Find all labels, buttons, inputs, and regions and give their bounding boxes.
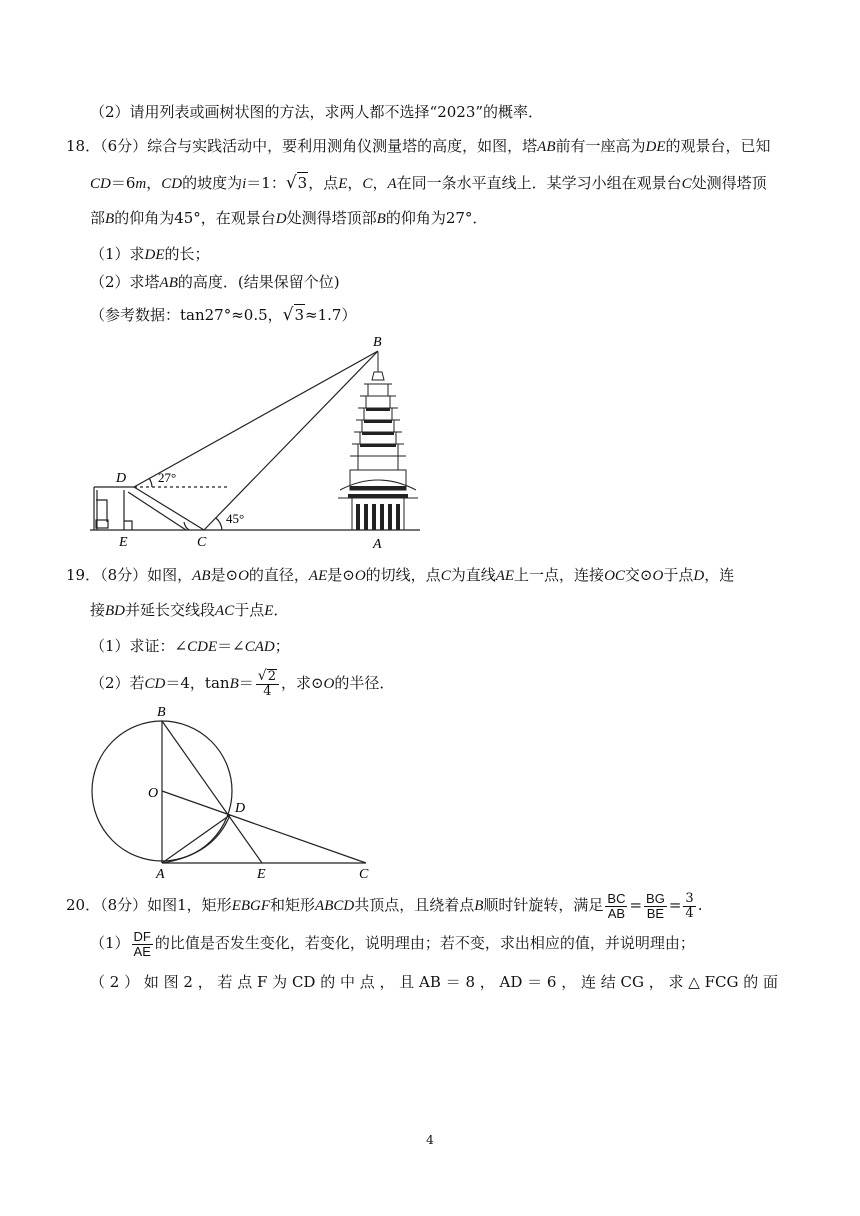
label-C: C: [197, 535, 207, 550]
label-A: A: [156, 867, 165, 882]
angle-27-label: 27°: [158, 470, 177, 485]
label-E: E: [257, 867, 266, 882]
q19-part1: （1）求证：∠CDE＝∠CAD；: [90, 637, 290, 655]
q18-line3: 部B的仰角为45°，在观景台D处测得塔顶部B的仰角为27°．: [90, 209, 488, 227]
q19-part2: （2）若CD＝4，tanB＝ $\frac{√2}{4}$ ，求⊙O的半径．: [90, 668, 395, 699]
label-A: A: [373, 537, 382, 550]
page-number: 4: [426, 1133, 434, 1147]
label-C: C: [359, 867, 369, 882]
angle-45-label: 45°: [226, 511, 245, 526]
label-B: B: [373, 335, 382, 350]
label-D: D: [235, 801, 246, 816]
label-D: D: [116, 471, 127, 486]
q18-tower-figure: [80, 330, 430, 550]
q18-part1: （1）求DE的长；: [90, 245, 210, 263]
q18-line2: CD＝6m，CD的坡度为i＝1：√3，点E，C，A在同一条水平直线上．某学习小组在观景台C处测得塔顶: [90, 173, 767, 193]
q20-part1: （1） $\frac{DF}{AE}$ 的比值是否发生变化，若变化，说明理由；若不变，求出相应的值，并说明理由；: [90, 928, 695, 959]
label-B: B: [157, 705, 166, 720]
label-O: O: [148, 786, 159, 801]
label-E: E: [119, 535, 128, 550]
q18-part2: （2）求塔AB的高度．(结果保留个位): [90, 273, 340, 291]
q19-line1: 19．（8分）如图，AB是⊙O的直径，AE是⊙O的切线，点C为直线AE上一点，连接OC交⊙O于点D，连: [66, 566, 735, 584]
q17-part2: （2）请用列表或画树状图的方法，求两人都不选择“2023”的概率．: [90, 103, 544, 121]
q18-reference: （参考数据：tan27°≈0.5，√3≈1.7）: [90, 305, 357, 325]
q20-line1: 20．（8分）如图1，矩形EBGF和矩形ABCD共顶点，且绕着点B顺时针旋转，满足 $\frac{BC}{AB}$ = $\frac{BG}{BE}$ = $\frac{3}{4}$ .: [66, 890, 703, 921]
q18-line1: 18．（6分）综合与实践活动中，要利用测角仪测量塔的高度，如图，塔AB前有一座高为DE的观景台，已知: [66, 137, 771, 155]
q19-circle-figure: [80, 700, 380, 882]
q20-part2: （ 2 ） 如 图 2 ， 若 点 F 为 CD 的 中 点 ， 且 AB ＝ 8 ， AD ＝ 6 ， 连 结 CG ， 求 △ FCG 的 面: [90, 973, 779, 991]
q19-line2: 接BD并延长交线段AC于点E．: [90, 601, 289, 619]
